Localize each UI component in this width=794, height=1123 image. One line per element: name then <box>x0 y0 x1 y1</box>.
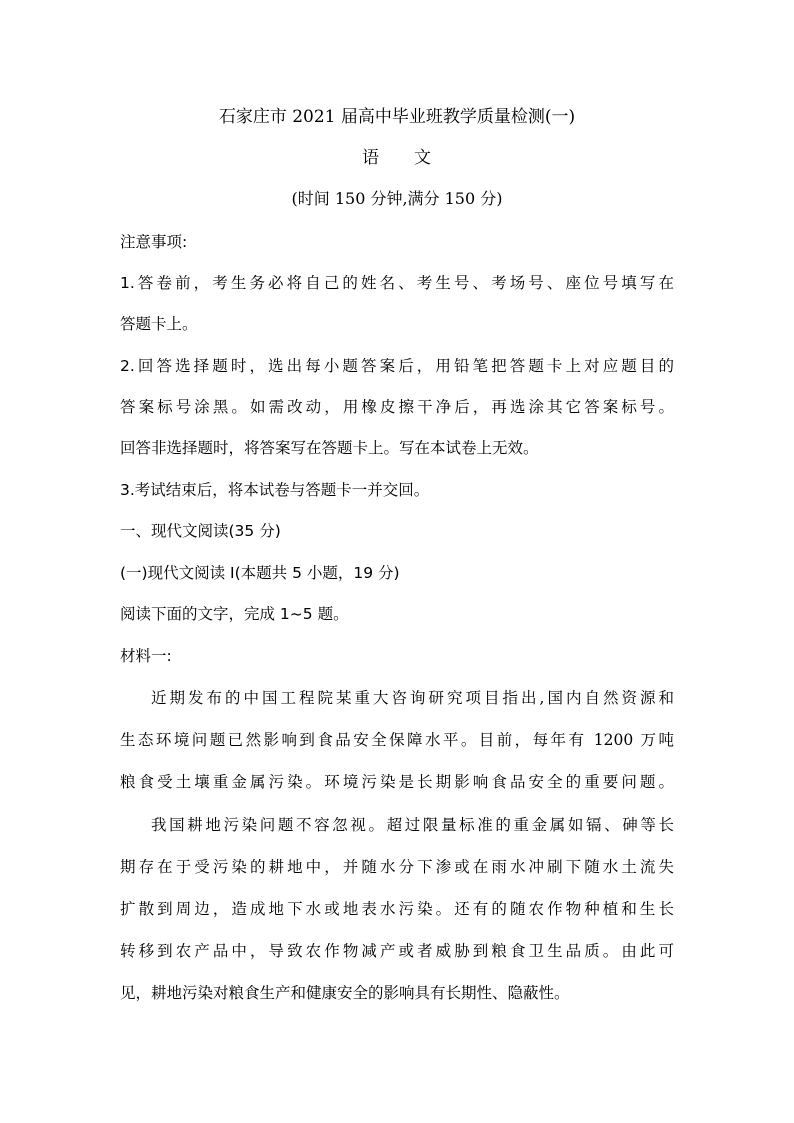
passage-p2-line-3: 扩散到周边，造成地下水或地表水污染。还有的随农作物种植和生长 <box>120 900 674 918</box>
subject-heading <box>0 148 794 168</box>
sub-title: (一)现代文阅读 I(本题共 5 小题，19 分) <box>120 564 400 582</box>
passage-p1-line-1: 近期发布的中国工程院某重大咨询研究项目指出,国内自然资源和 <box>151 689 674 707</box>
passage-p2-line-2: 期存在于受污染的耕地中，并随水分下渗或在雨水冲刷下随水土流失 <box>120 858 674 876</box>
reading-instruction: 阅读下面的文字，完成 1~5 题。 <box>120 605 349 623</box>
subject-char-right: 文 <box>414 148 432 168</box>
material-label: 材料一: <box>120 647 172 665</box>
passage-p2-line-5: 见，耕地污染对粮食生产和健康安全的影响具有长期性、隐蔽性。 <box>120 984 570 1002</box>
passage-p1-line-2: 生态环境问题已然影响到食品安全保障水平。目前，每年有 1200 万吨 <box>120 731 674 749</box>
notes-item-2-line-3: 回答非选择题时，将答案写在答题卡上。写在本试卷上无效。 <box>120 439 539 457</box>
passage-p1-line-3: 粮食受土壤重金属污染。环境污染是长期影响食品安全的重要问题。 <box>120 773 674 791</box>
part-title: 一、现代文阅读(35 分) <box>120 522 281 540</box>
passage-p2-line-4: 转移到农产品中，导致农作物减产或者威胁到粮食卫生品质。由此可 <box>120 942 674 960</box>
passage-p2-line-1: 我国耕地污染问题不容忽视。超过限量标准的重金属如镉、砷等长 <box>151 816 674 834</box>
exam-title: 石家庄市 2021 届高中毕业班教学质量检测(一) <box>218 107 576 127</box>
notes-item-2-line-2: 答案标号涂黑。如需改动，用橡皮擦干净后，再选涂其它答案标号。 <box>120 398 674 416</box>
notes-heading: 注意事项: <box>120 233 188 251</box>
notes-item-1-line-1: 1.答卷前，考生务必将自己的姓名、考生号、考场号、座位号填写在 <box>120 274 674 292</box>
notes-item-1-line-2: 答题卡上。 <box>120 315 198 333</box>
notes-item-2-line-1: 2.回答选择题时，选出每小题答案后，用铅笔把答题卡上对应题目的 <box>120 357 674 375</box>
time-note: (时间 150 分钟,满分 150 分) <box>291 189 503 208</box>
subject-char-left: 语 <box>362 148 380 168</box>
notes-item-3-line-1: 3.考试结束后，将本试卷与答题卡一并交回。 <box>120 481 430 499</box>
